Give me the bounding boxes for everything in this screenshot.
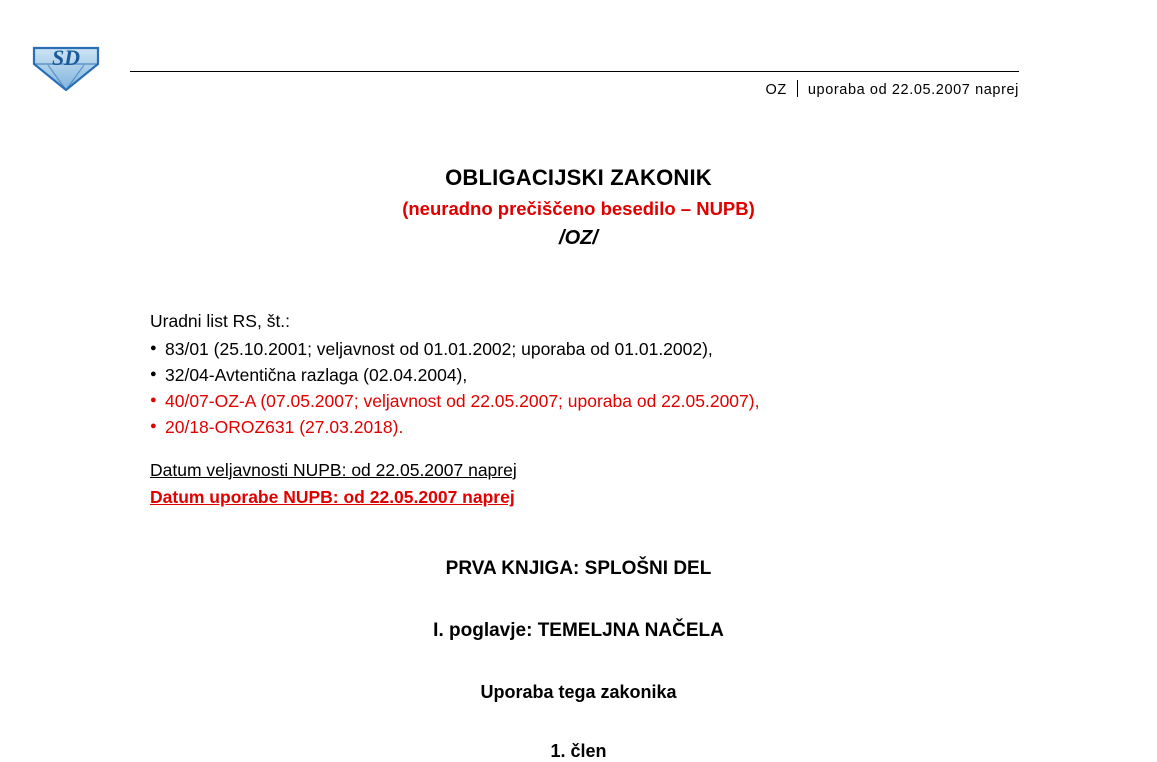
nupb-usage-date: Datum uporabe NUPB: od 22.05.2007 naprej: [150, 487, 515, 507]
header-divider: [130, 71, 1019, 72]
svg-text:SD: SD: [51, 45, 81, 70]
header-usage-note: uporaba od 22.05.2007 naprej: [807, 82, 1019, 98]
document-title-block: [0, 164, 1157, 251]
header-text: [766, 80, 1019, 98]
list-item: ● 40/07-OZ-A (07.05.2007; veljavnost od 22.05.2007; uporaba od 22.05.2007),: [150, 388, 1030, 414]
section-heading: Uporaba tega zakonika: [480, 682, 677, 702]
nupb-validity-date: Datum veljavnosti NUPB: od 22.05.2007 naprej: [150, 460, 517, 480]
article-heading: 1. člen: [550, 741, 607, 761]
sources-label: Uradni list RS, št.:: [150, 311, 291, 331]
official-gazette-sources: [150, 308, 1030, 440]
list-item: ● 20/18-OROZ631 (27.03.2018).: [150, 414, 1030, 440]
chapter-heading: I. poglavje: TEMELJNA NAČELA: [433, 620, 724, 641]
nupb-dates: [150, 457, 517, 511]
document-subtitle: (neuradno prečiščeno besedilo – NUPB): [402, 197, 755, 219]
document-abbreviation: /OZ/: [559, 226, 598, 249]
list-item: ● 32/04-Avtentična razlaga (02.04.2004),: [150, 362, 1030, 388]
list-item: ● 83/01 (25.10.2001; veljavnost od 01.01.2002; uporaba od 01.01.2002),: [150, 336, 1030, 362]
book-heading: PRVA KNJIGA: SPLOŠNI DEL: [445, 558, 712, 579]
page-header: [0, 38, 1157, 98]
header-document-code: OZ: [765, 82, 787, 98]
header-separator: [797, 80, 798, 97]
page-title: OBLIGACIJSKI ZAKONIK: [445, 165, 712, 190]
sources-list: [150, 336, 1030, 440]
document-body-headings: [0, 558, 1157, 762]
